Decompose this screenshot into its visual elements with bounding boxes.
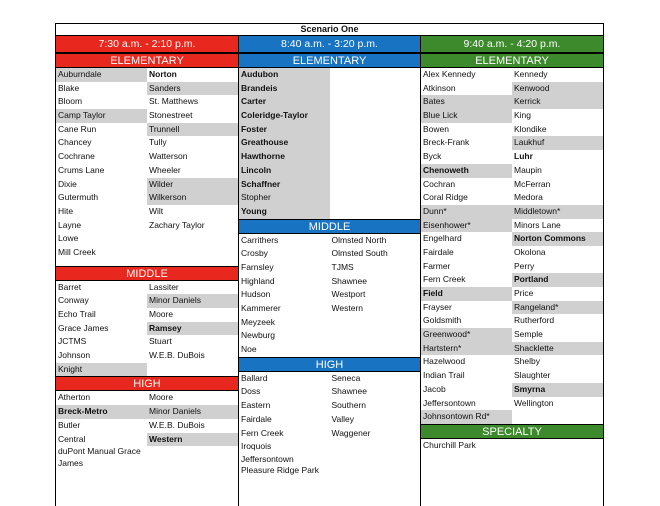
school-name-cell: Fern Creek	[241, 427, 284, 438]
column-middle	[238, 36, 421, 506]
school-name-cell: Highland	[241, 275, 275, 286]
school-name-cell: Bates	[421, 95, 512, 109]
school-name-cell: Greenwood*	[421, 328, 512, 342]
school-name-cell: Middletown*	[512, 205, 603, 219]
school-name-cell	[330, 150, 421, 164]
school-name-cell	[330, 136, 421, 150]
school-name-cell: Luhr	[514, 151, 533, 162]
school-name-cell: Coleridge-Taylor	[239, 109, 330, 123]
school-list	[56, 68, 238, 260]
school-name-cell: Auburndale	[56, 68, 147, 82]
school-name-cell: Norton Commons	[512, 232, 603, 246]
school-list	[239, 372, 420, 477]
school-name-cell: Atherton	[58, 392, 91, 403]
school-name-cell: Ramsey	[147, 322, 238, 336]
school-name-cell: Moore	[149, 309, 174, 319]
school-name-cell	[330, 205, 421, 219]
school-name-cell: Shawnee	[331, 275, 367, 286]
school-name-cell: Brandeis	[239, 82, 330, 96]
school-name-cell: Central	[58, 433, 86, 444]
school-name-cell: Perry	[514, 260, 535, 271]
school-name-cell: Okolona	[514, 246, 546, 257]
school-name-cell	[330, 329, 421, 343]
school-name-cell: Wilder	[147, 178, 238, 192]
school-name-cell: Hawthorne	[239, 150, 330, 164]
school-name-cell	[330, 95, 421, 109]
school-name-cell: Kenwood	[512, 82, 603, 96]
school-list	[239, 68, 420, 219]
school-name-cell	[330, 191, 421, 205]
school-name-cell: Conway	[58, 295, 89, 306]
section-header-elementary: ELEMENTARY	[56, 53, 238, 68]
school-name-cell: Jeffersontown Pleasure Ridge Park	[241, 453, 319, 476]
school-name-cell: Portland	[512, 273, 603, 287]
school-name-cell: Shelby	[514, 356, 540, 367]
school-list	[239, 234, 420, 357]
school-name-cell: Hartstern*	[421, 342, 512, 356]
school-name-cell	[330, 440, 421, 454]
school-name-cell: Kammerer	[241, 303, 281, 313]
school-name-cell	[512, 410, 603, 424]
school-name-cell: Grace James	[58, 322, 109, 333]
school-name-cell: Price	[514, 288, 534, 298]
school-name-cell: Mill Creek	[58, 246, 96, 257]
school-name-cell: Western	[147, 433, 238, 447]
school-name-cell: Cane Run	[58, 123, 97, 134]
school-name-cell: Cochrane	[58, 151, 95, 162]
school-name-cell: Wilt	[149, 205, 164, 216]
school-name-cell: Minor Daniels	[147, 294, 238, 308]
school-name-cell: Smyrna	[512, 383, 603, 397]
school-name-cell: Doss	[241, 386, 261, 397]
school-list	[421, 439, 603, 453]
school-name-cell: McFerran	[514, 178, 551, 189]
school-name-cell: Sanders	[147, 82, 238, 96]
school-name-cell: Newburg	[241, 330, 276, 341]
school-name-cell: Bloom	[58, 96, 83, 107]
school-name-cell: Semple	[514, 329, 543, 340]
school-name-cell: Audubon	[239, 68, 330, 82]
school-name-cell: Gutermuth	[58, 192, 99, 203]
school-name-cell: Rangeland*	[512, 301, 603, 315]
school-name-cell: Hudson	[241, 289, 271, 300]
school-name-cell	[330, 82, 421, 96]
section-header-elementary: ELEMENTARY	[239, 53, 420, 68]
column-early	[55, 36, 239, 506]
school-name-cell: Foster	[239, 123, 330, 137]
school-name-cell: Ballard	[241, 372, 268, 383]
school-name-cell: Farmer	[423, 260, 451, 271]
school-name-cell: Chancey	[58, 137, 92, 148]
school-name-cell: Butler	[58, 419, 81, 430]
school-name-cell: Lassiter	[149, 281, 179, 292]
school-name-cell: Medora	[514, 192, 543, 203]
school-name-cell	[147, 246, 238, 260]
school-name-cell: Olmsted North	[331, 234, 387, 245]
school-name-cell	[330, 109, 421, 123]
school-name-cell: duPont Manual Grace James	[58, 446, 141, 468]
school-name-cell: Chenoweth	[421, 164, 512, 178]
time-range-header: 7:30 a.m. - 2:10 p.m.	[56, 36, 238, 53]
school-name-cell	[330, 454, 421, 468]
school-name-cell: Valley	[331, 413, 355, 424]
school-name-cell: W.E.B. DuBois	[149, 419, 205, 430]
school-name-cell: Tully	[149, 137, 167, 148]
school-name-cell: Jacob	[423, 383, 446, 394]
section-header-middle: MIDDLE	[239, 219, 420, 234]
school-name-cell: Fern Creek	[423, 274, 466, 285]
school-name-cell: Echo Trail	[58, 309, 96, 319]
section-header-middle: MIDDLE	[56, 266, 238, 281]
section-header-high: HIGH	[56, 376, 238, 391]
school-name-cell: Norton	[149, 69, 177, 79]
school-name-cell: Wellington	[514, 397, 554, 408]
school-name-cell: Klondike	[514, 123, 547, 134]
school-name-cell: JCTMS	[58, 336, 87, 347]
school-name-cell	[330, 316, 421, 330]
school-name-cell: Zachary Taylor	[149, 219, 205, 230]
school-name-cell: Dunn*	[421, 205, 512, 219]
school-name-cell: Greathouse	[239, 136, 330, 150]
school-name-cell: Stonestreet	[149, 110, 193, 121]
school-name-cell: Barret	[58, 281, 82, 292]
school-name-cell	[330, 123, 421, 137]
school-name-cell: Shacklette	[512, 342, 603, 356]
page-title: Scenario One	[55, 23, 604, 36]
school-name-cell: Coral Ridge	[423, 192, 468, 203]
school-list	[56, 391, 238, 469]
school-name-cell: Blue Lick	[421, 109, 512, 123]
school-name-cell: Westport	[331, 289, 366, 300]
school-name-cell: King	[514, 110, 532, 121]
school-name-cell: Blake	[58, 82, 80, 93]
school-name-cell: Cochran	[423, 178, 456, 189]
school-name-cell: Engelhard	[423, 233, 462, 244]
school-name-cell: Meyzeek	[241, 316, 276, 327]
school-name-cell: Layne	[58, 219, 82, 230]
school-name-cell: Noe	[241, 344, 257, 355]
school-name-cell: Watterson	[149, 151, 188, 162]
school-name-cell: Crums Lane	[58, 164, 105, 175]
school-name-cell: Field	[421, 287, 512, 301]
school-name-cell	[512, 439, 603, 453]
school-name-cell	[147, 363, 238, 377]
school-name-cell: Johnsontown Rd*	[421, 410, 512, 424]
school-name-cell	[147, 446, 238, 460]
school-name-cell: Knight	[56, 363, 147, 377]
school-name-cell: Hite	[58, 205, 74, 216]
school-name-cell: Lowe	[58, 233, 79, 244]
school-name-cell: Young	[239, 205, 330, 219]
school-name-cell: Breck-Metro	[56, 405, 147, 419]
school-name-cell	[147, 232, 238, 246]
school-name-cell: Minor Daniels	[147, 405, 238, 419]
school-name-cell: Atkinson	[423, 82, 456, 93]
school-name-cell: Wilkerson	[147, 191, 238, 205]
section-header-high: HIGH	[239, 357, 420, 372]
school-name-cell: Olmsted South	[331, 248, 388, 259]
school-name-cell: Kennedy	[514, 69, 548, 79]
school-name-cell: Kerrick	[512, 95, 603, 109]
school-name-cell	[330, 178, 421, 192]
school-name-cell: Waggener	[331, 427, 371, 438]
school-name-cell: Fairdale	[423, 246, 454, 257]
school-name-cell: Moore	[149, 392, 174, 403]
school-name-cell: Indian Trail	[423, 370, 465, 381]
school-name-cell: Byck	[423, 151, 442, 162]
school-name-cell: Crosby	[241, 248, 268, 259]
section-header-specialty: SPECIALTY	[421, 424, 603, 439]
school-name-cell: Stuart	[149, 336, 172, 347]
school-name-cell: Wheeler	[149, 164, 181, 175]
school-name-cell: Farnsley	[241, 261, 274, 272]
school-name-cell	[330, 68, 421, 82]
school-name-cell: Goldsmith	[423, 315, 462, 326]
school-name-cell: Alex Kennedy	[423, 69, 476, 79]
school-name-cell: Slaughter	[514, 370, 551, 381]
school-name-cell: Dixie	[58, 178, 77, 189]
school-list	[56, 281, 238, 377]
school-name-cell: W.E.B. DuBois	[149, 350, 205, 361]
school-name-cell: Lincoln	[239, 164, 330, 178]
school-name-cell: Iroquois	[241, 441, 272, 452]
school-list	[421, 68, 603, 424]
school-name-cell: Southern	[331, 400, 366, 411]
school-name-cell: St. Matthews	[149, 96, 199, 107]
school-name-cell	[330, 343, 421, 357]
school-name-cell: Eisenhower*	[421, 219, 512, 233]
school-name-cell: Johnson	[58, 350, 91, 361]
column-late	[420, 36, 604, 506]
school-name-cell: Fairdale	[241, 413, 272, 424]
school-name-cell: Laukhuf	[512, 136, 603, 150]
school-name-cell: Breck-Frank	[423, 137, 470, 148]
school-name-cell: Churchill Park	[423, 439, 476, 450]
school-name-cell: TJMS	[331, 261, 354, 272]
time-range-header: 8:40 a.m. - 3:20 p.m.	[239, 36, 420, 53]
school-name-cell: Rutherford	[514, 315, 555, 326]
school-name-cell: Frayser	[423, 301, 452, 312]
school-name-cell: Seneca	[331, 372, 361, 383]
school-name-cell: Western	[331, 303, 363, 313]
school-name-cell	[330, 164, 421, 178]
school-name-cell: Bowen	[423, 123, 449, 134]
school-name-cell: Jeffersontown	[423, 397, 476, 408]
school-name-cell: Camp Taylor	[56, 109, 147, 123]
school-name-cell: Eastern	[241, 400, 271, 411]
school-name-cell: Trunnell	[147, 123, 238, 137]
school-name-cell: Hazelwood	[423, 356, 466, 367]
section-header-elementary: ELEMENTARY	[421, 53, 603, 68]
school-name-cell: Maupin	[514, 164, 542, 175]
school-name-cell: Shawnee	[331, 386, 367, 397]
school-name-cell: Schaffner	[239, 178, 330, 192]
school-name-cell: Minors Lane	[514, 219, 561, 230]
school-name-cell: Carter	[239, 95, 330, 109]
school-name-cell: Stopher	[239, 191, 330, 205]
school-name-cell: Carrithers	[241, 234, 279, 245]
time-range-header: 9:40 a.m. - 4:20 p.m.	[421, 36, 603, 53]
